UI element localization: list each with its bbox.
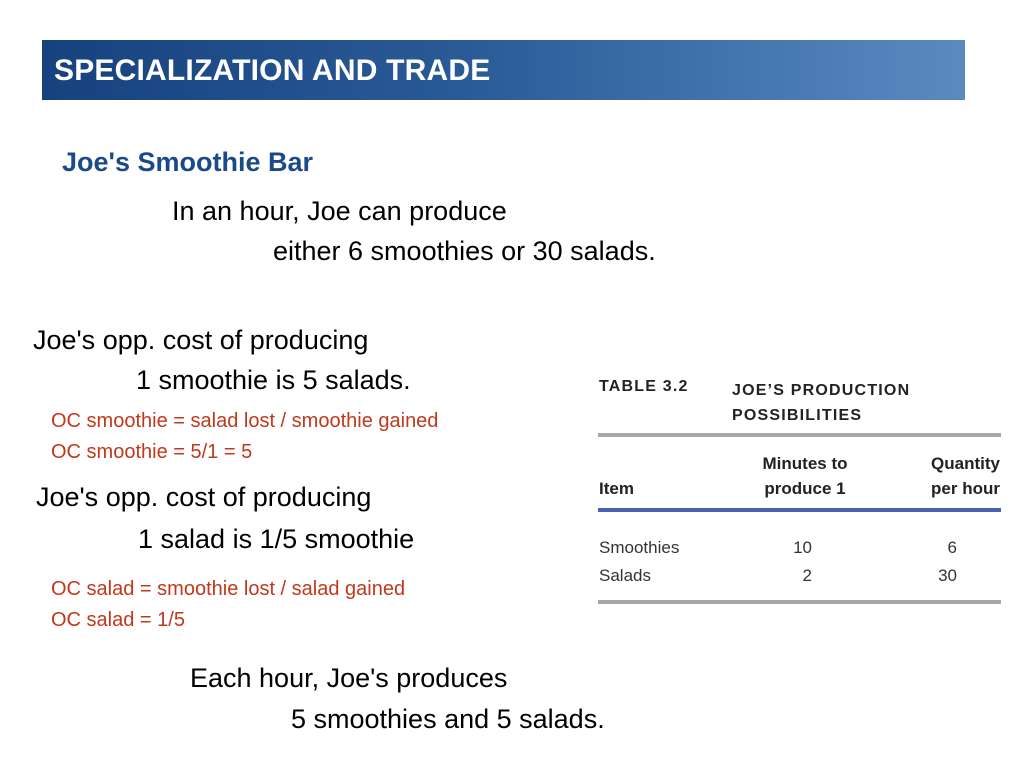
- conclusion-line-2: 5 smoothies and 5 salads.: [291, 704, 605, 734]
- oc-smoothie-line-1: Joe's opp. cost of producing: [33, 325, 369, 355]
- header-item: Item: [599, 479, 634, 498]
- table-caption-title-line-2: POSSIBILITIES: [732, 407, 863, 424]
- table-header-rule: [598, 508, 1001, 512]
- subtitle: Joe's Smoothie Bar: [62, 147, 313, 177]
- header-minutes: [736, 451, 874, 501]
- header-minutes-line-2: produce 1: [764, 479, 846, 498]
- oc-smoothie-formula-1: OC smoothie = salad lost / smoothie gained: [51, 410, 439, 432]
- header-quantity: [892, 451, 1000, 501]
- slide-title: SPECIALIZATION AND TRADE: [54, 54, 491, 87]
- table-caption-title: [732, 378, 910, 428]
- row-salads-item: Salads: [599, 566, 651, 585]
- row-salads-minutes: 2: [802, 566, 812, 585]
- oc-salad-line-1: Joe's opp. cost of producing: [36, 482, 372, 512]
- row-smoothies-item: Smoothies: [599, 538, 680, 557]
- conclusion-line-1: Each hour, Joe's produces: [190, 663, 508, 693]
- header-quantity-line-2: per hour: [931, 479, 1000, 498]
- row-salads-quantity: 30: [938, 566, 957, 585]
- row-smoothies-minutes: 10: [793, 538, 812, 557]
- table-caption-title-line-1: JOE’S PRODUCTION: [732, 382, 911, 399]
- table-top-rule: [598, 433, 1001, 437]
- table-caption-number: TABLE 3.2: [599, 378, 689, 395]
- intro-line-1: In an hour, Joe can produce: [172, 196, 507, 226]
- table-bottom-rule: [598, 600, 1001, 604]
- oc-salad-formula-2: OC salad = 1/5: [51, 609, 185, 631]
- title-bar: [42, 40, 965, 100]
- oc-salad-line-2: 1 salad is 1/5 smoothie: [138, 524, 415, 554]
- oc-smoothie-formula-2: OC smoothie = 5/1 = 5: [51, 441, 253, 463]
- production-table: [598, 374, 1001, 609]
- oc-smoothie-line-2: 1 smoothie is 5 salads.: [136, 365, 411, 395]
- intro-line-2: either 6 smoothies or 30 salads.: [273, 236, 656, 266]
- header-quantity-line-1: Quantity: [931, 454, 1000, 473]
- header-minutes-line-1: Minutes to: [762, 454, 848, 473]
- oc-salad-formula-1: OC salad = smoothie lost / salad gained: [51, 578, 406, 600]
- row-smoothies-quantity: 6: [947, 538, 957, 557]
